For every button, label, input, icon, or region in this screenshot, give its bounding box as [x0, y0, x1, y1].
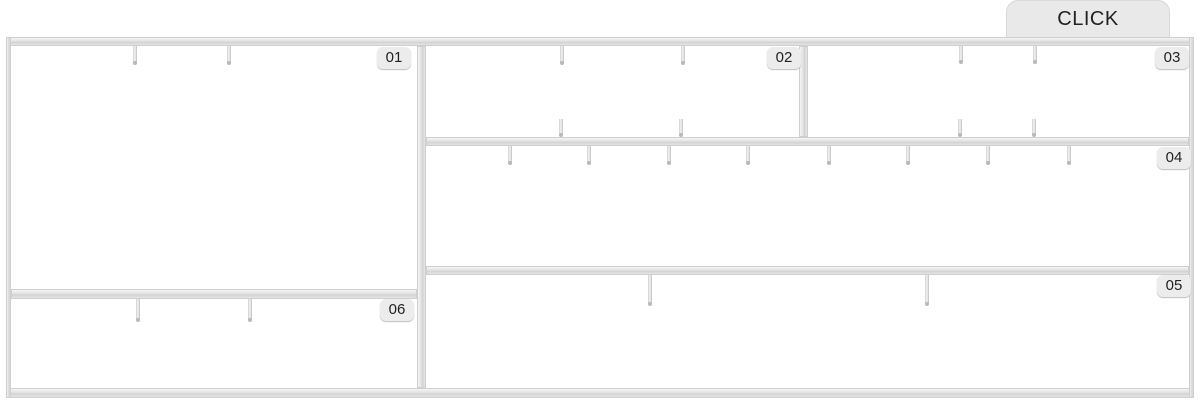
hook-pin [133, 46, 137, 63]
click-button[interactable]: CLICK [1006, 0, 1170, 37]
shelf-frame [6, 37, 1194, 398]
divider-vertical-main [417, 46, 426, 388]
hook-pin [560, 46, 564, 63]
hook-pin [681, 46, 685, 63]
hook-pin [906, 146, 910, 163]
hook-pin [925, 275, 929, 304]
panel-03-label: 03 [1155, 47, 1189, 69]
hook-pin [959, 46, 963, 62]
frame-right-bar [1189, 37, 1194, 398]
hook-pin [1032, 119, 1036, 135]
panel-05[interactable] [426, 275, 1189, 388]
hook-pin [587, 146, 591, 163]
hook-pin [1033, 46, 1037, 62]
hook-pin [986, 146, 990, 163]
hook-pin [679, 119, 683, 135]
panel-04[interactable] [426, 146, 1189, 266]
hook-pin [958, 119, 962, 135]
panel-01-label: 01 [377, 47, 411, 69]
frame-top-bar [6, 37, 1194, 46]
divider-panel-0203-04 [426, 137, 1189, 146]
hook-pin [746, 146, 750, 163]
hook-pin [648, 275, 652, 304]
hook-pin [508, 146, 512, 163]
panel-02-label: 02 [767, 47, 801, 69]
panel-05-label: 05 [1157, 275, 1191, 297]
panel-01[interactable] [11, 46, 417, 289]
frame-bottom-bar [6, 388, 1194, 398]
panel-02[interactable] [426, 46, 799, 137]
divider-panel-01-06 [11, 289, 417, 299]
panel-06[interactable] [11, 299, 417, 388]
hook-pin [136, 299, 140, 320]
panel-06-label: 06 [380, 299, 414, 321]
divider-panel-04-05 [426, 266, 1189, 275]
hook-pin [559, 119, 563, 135]
hook-pin [248, 299, 252, 320]
panel-04-label: 04 [1157, 147, 1191, 169]
hook-pin [1067, 146, 1071, 163]
panel-03[interactable] [808, 46, 1189, 137]
hook-pin [667, 146, 671, 163]
hook-pin [827, 146, 831, 163]
hook-pin [227, 46, 231, 63]
